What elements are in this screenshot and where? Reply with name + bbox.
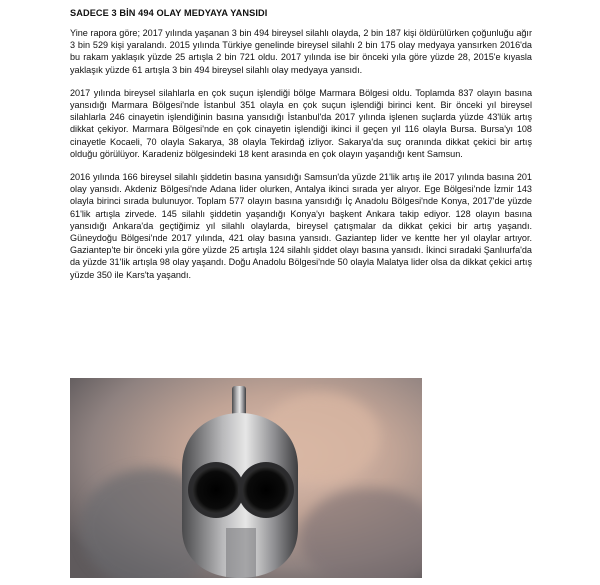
article-paragraph-3: 2016 yılında 166 bireysel silahlı şiddetin basına yansıdığı Samsun'da yüzde 21'lik artış ile 2017 yılında basına 201 olay yansıdı. Akdeniz Bölgesi'nde Adana lider olurken, Antalya ikinci sırada yer alıyor. Ege Bölgesi'nde İzmir 143 olayla birinci sırada bulunuyor. Toplam 577 olayın basına yansıdığı İç Anadolu Bölgesi'nde Konya, 2017'de yüzde 61'lik artışla zirvede. 145 silahlı şiddetin yaşandığı Konya'yı başkent Ankara takip ediyor. 128 olayın basına yansıdığı Ankara'da geçtiğimiz yıl silahlı olaylarda, bireysel çatışmalar da dikkat çekici bir artış yaşandı. Güneydoğu Bölgesi'nde 2017 yılında, 421 olay basına yansıdı. Gaziantep lider ve kentte her yıl olaylar artıyor. Gaziantep'te bir önceki yıla göre yüzde 25 artışla 124 silahlı şiddet olayı basına yansıdı. İkinci sıradaki Şanlıurfa'da da yüzde 31'lik artışla 98 olay yaşandı. Doğu Anadolu Bölgesi'nde 50 olayla Malatya lider olsa da dikkat çekici artış yüzde 350 ile Kars'ta yaşandı. — [70, 172, 532, 280]
shotgun-barrel-illustration — [70, 378, 422, 578]
article-paragraph-2: 2017 yılında bireysel silahlarla en çok suçun işlendiği bölge Marmara Bölgesi oldu. Toplamda 837 olayın basına yansıdığı Marmara Bölgesi'nde İstanbul 351 olayla en çok suçun işlendiği birinci kent. Bir önceki yıl bireysel silahlarla 246 cinayetin işlendiğinin basına yansıdığı İstanbul'da 2017 yılında işlenen suçlarda yüzde 43'lük artış dikkat çekiyor. Marmara Bölgesi'nde en çok cinayetin işlendiği ikinci il geçen yıl 116 olayla Bursa. Bursa'yı 108 cinayetle Kocaeli, 70 olayla Sakarya, 38 olayla Tekirdağ izliyor. Sakarya'da suç oranında dikkat çekici bir artış olduğu görülüyor. Karadeniz bölgesindeki 18 kent arasında en çok olayın yaşandığı kent Samsun. — [70, 87, 532, 159]
article-heading: SADECE 3 BİN 494 OLAY MEDYAYA YANSIDI — [70, 8, 268, 18]
article — [70, 8, 532, 292]
article-paragraph-1: Yine rapora göre; 2017 yılında yaşanan 3 bin 494 bireysel silahlı olayda, 2 bin 187 kişi öldürülürken çoğunluğu ağır 3 bin 529 kişi yaralandı. 2015 yılında Türkiye genelinde bireysel silahlı 2 bin 175 olay medyaya yansırken 2016'da bu rakam yaklaşık yüzde 25 artışla 2 bin 721 oldu. 2017 yılında ise bir önceki yıla göre yüzde 28, 2015'e kıyasla yaklaşık yüzde 61 artışla 3 bin 494 bireysel silahlı olay medyaya yansıdı. — [70, 28, 532, 75]
shotgun-barrel-photo — [70, 378, 422, 578]
